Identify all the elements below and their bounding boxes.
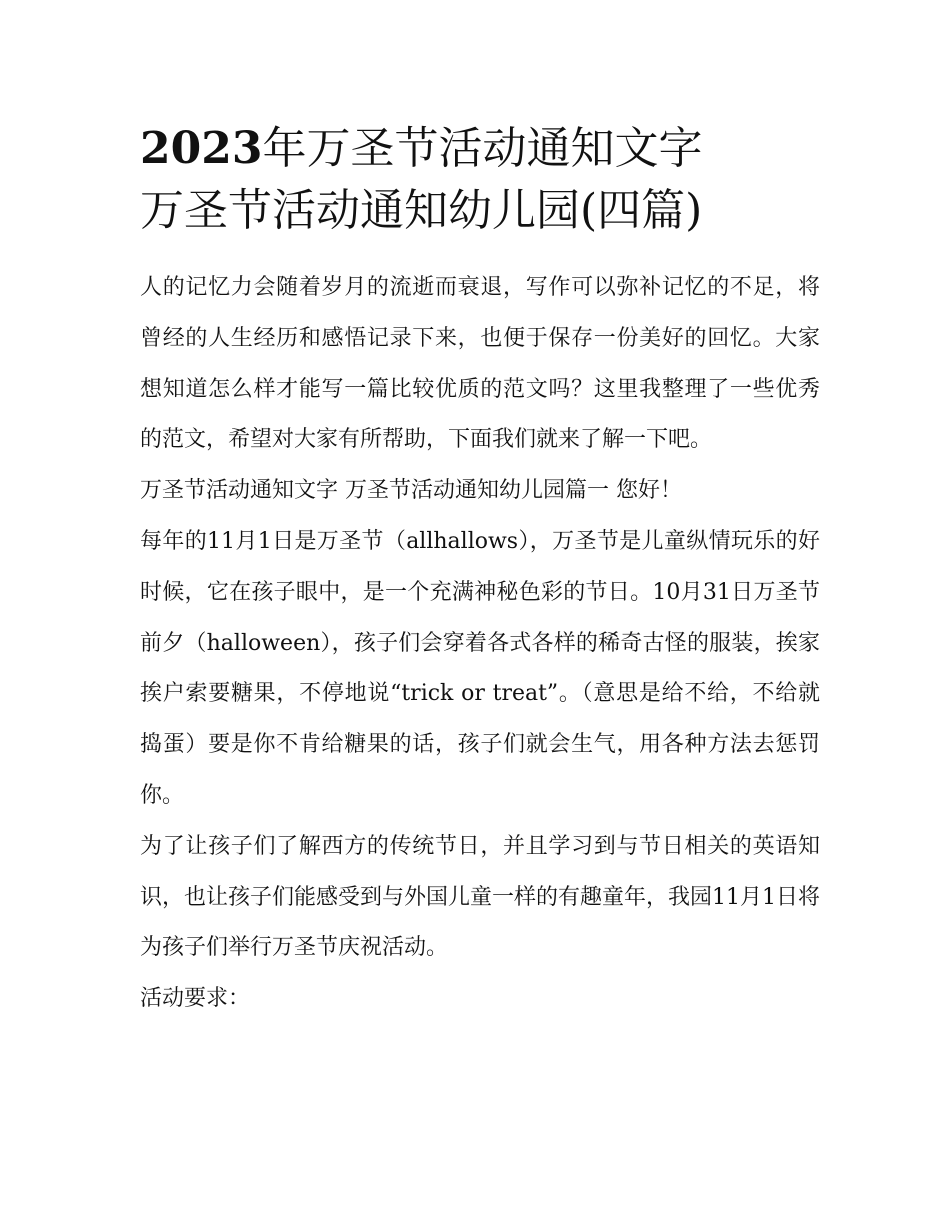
- title-year: 2023: [140, 123, 263, 174]
- document-title: [140, 118, 820, 242]
- document-body: [140, 263, 820, 1025]
- title-line-2: 万圣节活动通知幼儿园(四篇): [140, 185, 703, 236]
- halloween-description-paragraph: 每年的11月1日是万圣节（allhallows），万圣节是儿童纵情玩乐的好时候，它在孩子眼中，是一个充满神秘色彩的节日。10月31日万圣节前夕（halloween），孩子们会穿着各式各样的稀奇古怪的服装，挨家挨户索要糖果，不停地说“trick or treat”。（意思是给不给，不给就捣蛋）要是你不肯给糖果的话，孩子们就会生气，用各种方法去惩罚你。: [140, 528, 820, 808]
- title-line-1-text: 年万圣节活动通知文字: [262, 123, 703, 174]
- activity-purpose-paragraph: 为了让孩子们了解西方的传统节日，并且学习到与节日相关的英语知识，也让孩子们能感受到与外国儿童一样的有趣童年，我园11月1日将为孩子们举行万圣节庆祝活动。: [140, 833, 820, 961]
- intro-paragraph: 人的记忆力会随着岁月的流逝而衰退，写作可以弥补记忆的不足，将曾经的人生经历和感悟记录下来，也便于保存一份美好的回忆。大家想知道怎么样才能写一篇比较优质的范文吗？这里我整理了一些优秀的范文，希望对大家有所帮助，下面我们就来了解一下吧。: [140, 275, 820, 453]
- document-content: [140, 118, 820, 1025]
- activity-requirements-heading: 活动要求：: [140, 986, 251, 1012]
- title-line-1: [140, 118, 820, 180]
- section-heading-paragraph: 万圣节活动通知文字 万圣节活动通知幼儿园篇一 您好！: [140, 478, 682, 504]
